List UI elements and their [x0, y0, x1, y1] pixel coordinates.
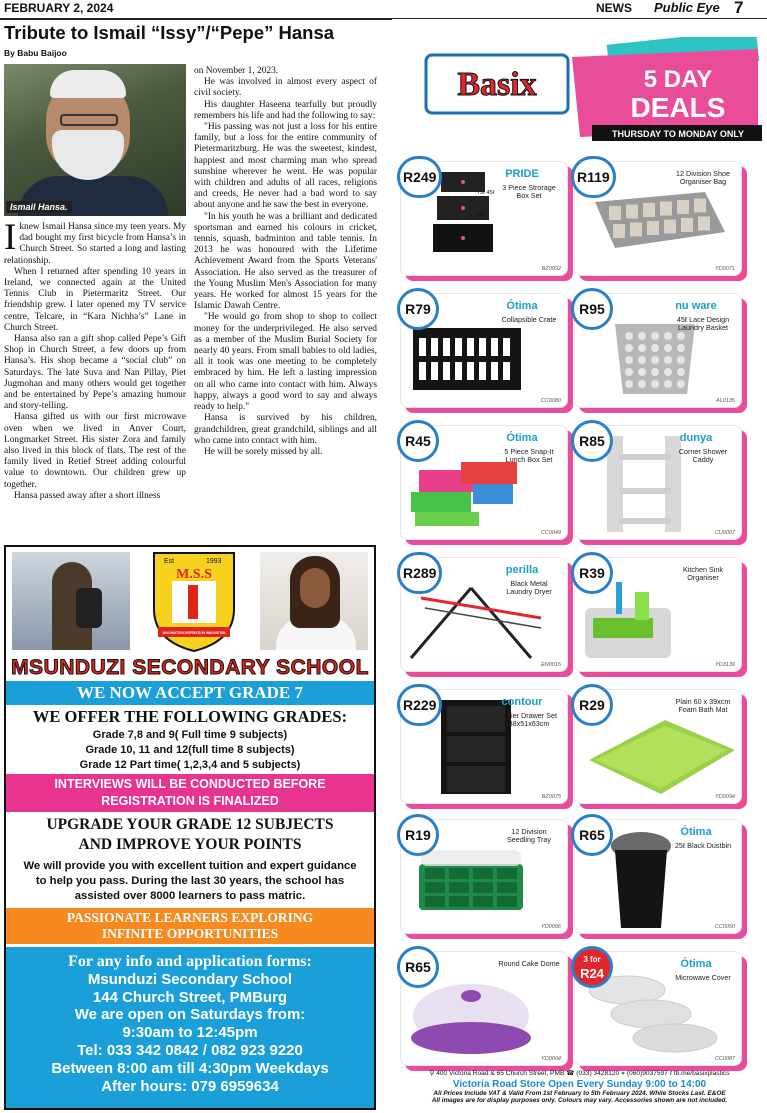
crest-year: 1993 — [206, 558, 222, 565]
paragraph: "In his youth he was a brilliant and dedicated sportsman and earned his colours in cricket, tennis, squash, badminton and table tennis. In 2013 he was honoured with the Lifetime Achievement Award from the Sports Veterans' Association. He also served as the treasurer of the Young Muslim Men's Association for many years. He worked for almost 15 years for the Islamic Dawah Centre. — [194, 211, 377, 312]
price-tag: R65 — [397, 946, 439, 988]
paragraph: "His passing was not just a loss for his entire family, but a loss for the entire community of Pietermaritzburg. He was the sweetest, kindest, happiest and most charming man who spread sunshine wherever he went. He was popular with children and adults of all races, religions and creeds, He never had a bad word to say about anyone and he saw the best in everyone. — [194, 122, 377, 211]
student-photo — [260, 552, 368, 650]
paragraph: on November 1, 2023. — [194, 66, 279, 76]
paragraph: "He would go from shop to shop to collect money for the underprivileged. He also served as a member of the Muslim Burial Society for nearly 40 years. From small babies to old ladies, all it took was one meeting to be completely embraced by him. He left a lasting impression on all who came into contact with him. Always happy, always a good word to say and always ready to help." — [194, 312, 377, 413]
crest-initials: M.S.S — [176, 567, 212, 582]
product-code: BZ0075 — [541, 794, 561, 800]
price-tag: R229 — [397, 684, 442, 726]
deals-banner — [392, 19, 767, 149]
product-description: 45ℓ Lace Design Laundry Basket — [676, 315, 730, 333]
price-tag: R45 — [397, 420, 439, 462]
page-header — [0, 0, 767, 20]
brand-logo: perilla — [505, 564, 539, 576]
school-advert — [4, 545, 376, 1110]
price-tag: R65 — [571, 814, 613, 856]
deal-line-2: DEALS — [630, 92, 726, 123]
product-card — [574, 689, 742, 804]
brand-logo: Ótima — [680, 826, 712, 838]
product-code: CC0080 — [540, 398, 561, 404]
crest-est: Est — [164, 558, 175, 565]
product-description: 12 Division Seedling Tray — [507, 827, 551, 845]
price-tag: R29 — [571, 684, 613, 726]
brand-logo: Ótima — [506, 432, 538, 444]
product-card — [400, 425, 568, 540]
paragraph: Hansa is survived by his children, grandchildren, great grandchild, siblings and all who came into contact with him. — [194, 413, 377, 446]
product-code: YD3139 — [715, 662, 735, 668]
contact-info: For any info and application forms: Msunduzi Secondary School 144 Church Street, PMBurg We are open on Saturdays from: 9:30am to 12:45pm Tel: 033 342 0842 / 082 923 9220 Between 8:00 am till 4:30pm Weekdays After hours: 079 6959634 — [6, 947, 374, 1110]
grade-item: Grade 10, 11 and 12(full time 8 subjects) — [85, 744, 295, 756]
student-photo — [12, 552, 130, 650]
product-code: CC0087 — [714, 1056, 735, 1062]
interview-banner: INTERVIEWS WILL BE CONDUCTED BEFORE REGISTRATION IS FINALIZED — [6, 774, 374, 812]
product-description: Corner Shower Caddy — [678, 447, 728, 465]
paragraph: His daughter Haseena tearfully but proudly remembers his life and had the following to say: — [194, 99, 377, 121]
accept-banner: WE NOW ACCEPT GRADE 7 — [6, 681, 374, 705]
terms-1: All Prices Include VAT & Valid From 1st February to 5th February 2024. While Stocks Last. E&OE — [433, 1090, 726, 1097]
school-name: MSUNDUZI SECONDARY SCHOOL — [11, 656, 369, 679]
basix-advert — [392, 19, 767, 1113]
article-column-1 — [4, 217, 186, 502]
product-card — [574, 425, 742, 540]
product-code: YD0094 — [715, 794, 735, 800]
terms-2: All images are for display purposes only. Colours may vary. Accessories shown are not included. — [431, 1097, 728, 1105]
article-column-2 — [194, 66, 377, 458]
product-code: CC0050 — [714, 924, 735, 930]
product-card — [400, 689, 568, 804]
brand-logo: PRIDE — [505, 168, 539, 180]
product-code: AL0135 — [716, 398, 735, 404]
whatsapp-icon: ● — [621, 1070, 625, 1077]
basix-logo — [422, 49, 572, 119]
price-tag: R79 — [397, 288, 439, 330]
product-code: YD0004 — [541, 1056, 561, 1062]
page-number: 7 — [734, 0, 744, 17]
product-card — [400, 951, 568, 1066]
product-card — [400, 293, 568, 408]
grade-item: Grade 7,8 and 9( Full time 9 subjects) — [92, 729, 288, 741]
size-labels: 75ℓ 45ℓ 65ℓ — [477, 190, 495, 218]
product-code: CC0049 — [540, 530, 561, 536]
photo-caption: Ismail Hansa. — [6, 201, 72, 213]
article-headline: Tribute to Ismail “Issy”/“Pepe” Hansa — [4, 22, 335, 43]
brand-logo: dunya — [679, 432, 713, 444]
five-day-deals-graphic — [562, 37, 762, 147]
product-description: Kitchen Sink Organiser — [683, 565, 723, 583]
product-description: Plain 60 x 39xcm Foam Bath Mat — [675, 697, 731, 715]
paragraph: When I returned after spending 10 years in Ireland, we connected again at the United Tennis Club in Pietermaritz Street. Our friendship grew. I later opened my TV service centre, Telcare, in “Kara Nichha’s” Lane in Church Street. — [4, 266, 186, 333]
offer-heading: WE OFFER THE FOLLOWING GRADES: — [32, 707, 348, 726]
tuition-text: We will provide you with excellent tuition and expert guidance to help you pass. During the last 30 years, the school has assisted over 8000 learners to pass matric. — [23, 860, 357, 902]
price-tag: R249 — [397, 156, 442, 198]
price-tag: R39 — [571, 552, 613, 594]
passion-banner: PASSIONATE LEARNERS EXPLORING INFINITE OPPORTUNITIES — [6, 908, 374, 944]
section-label: NEWS — [596, 1, 632, 15]
product-description: 5 Piece Snap-It Lunch Box Set — [504, 447, 554, 465]
price-tag: R119 — [571, 156, 616, 198]
facebook-icon: f — [669, 1070, 672, 1077]
product-card — [574, 557, 742, 672]
location-icon: ⚲ — [429, 1070, 435, 1077]
paragraph: Hansa passed away after a short illness — [14, 490, 161, 501]
grades-list — [6, 728, 374, 773]
product-card — [400, 557, 568, 672]
paragraph: He was involved in almost every aspect of civil society. — [194, 77, 377, 99]
brand-logo: Ótima — [680, 958, 712, 970]
price-tag: R19 — [397, 814, 439, 856]
price-tag: 3 for R24 — [571, 946, 613, 988]
product-card — [400, 819, 568, 934]
issue-date: FEBRUARY 2, 2024 — [4, 1, 114, 15]
paragraph: He will be sorely missed by all. — [204, 446, 323, 457]
product-card — [574, 293, 742, 408]
price-tag: R85 — [571, 420, 613, 462]
contact-line: ⚲ 400 Victoria Road & 65 Church Street, PMB ☎ (033) 3428120 ● (060)9037597 f fb.me/basixplastics — [429, 1070, 730, 1077]
product-description: 25ℓ Black Dustbin — [674, 841, 732, 850]
deal-days: THURSDAY TO MONDAY ONLY — [611, 129, 745, 139]
school-crest-icon — [148, 549, 240, 653]
brand-logo: nu ware — [675, 300, 717, 312]
paragraph: Hansa also ran a gift shop called Pepe’s Gift Shop in Church Street, a few doors up from Hansa’s. His shop became a “social club” on Saturdays. The late Suva and Nan Pillay, Piet Jugmohan and many others would get together and be entertained by Pepe’s amazing humour and story-telling. — [4, 334, 186, 412]
product-card — [574, 819, 742, 934]
article-byline: By Babu Baijoo — [4, 48, 67, 58]
portrait-photo — [4, 64, 186, 216]
brand-logo: Ótima — [506, 300, 538, 312]
deal-line-1: 5 DAY — [643, 66, 713, 93]
phone-icon: ☎ — [566, 1070, 575, 1077]
product-code: BZ0092 — [541, 266, 561, 272]
product-description: Black Metal Laundry Dryer — [506, 579, 552, 597]
product-card — [574, 951, 742, 1066]
paragraph: Hansa gifted us with our first microwave oven when we lived in Anver Court, Longmarket Street. His sister Zora and family also lived in this block of flats. The rest of the family lived in Retief Street adding colourful value to downtown. Our children grew up together. — [4, 412, 186, 490]
price-tag: R289 — [397, 552, 442, 594]
basix-footer — [392, 1069, 767, 1105]
upgrade-heading: UPGRADE YOUR GRADE 12 SUBJECTS AND IMPROVE YOUR POINTS — [46, 816, 334, 853]
product-description: Round Cake Dome — [498, 959, 560, 968]
drop-cap: I — [4, 217, 17, 258]
product-code: EN0015 — [541, 662, 561, 668]
product-description: Microwave Cover — [675, 973, 731, 982]
brand-logo: contour — [501, 696, 543, 708]
product-code: YD0096 — [541, 924, 561, 930]
product-description: 3 Tier Drawer Set 38x51x63cm — [501, 711, 557, 729]
store-hours: Victoria Road Store Open Every Sunday 9:00 to 14:00 — [452, 1079, 707, 1090]
price-tag: R95 — [571, 288, 613, 330]
svg-text:Basix: Basix — [457, 66, 537, 103]
publication-name: Public Eye — [654, 0, 720, 15]
product-description: 12 Division Shoe Organiser Bag — [676, 169, 730, 187]
product-description: 3 Piece Strorage Box Set — [502, 183, 556, 201]
product-code: CU0007 — [714, 530, 735, 536]
grade-item: Grade 12 Part time( 1,2,3,4 and 5 subjects) — [79, 759, 301, 771]
product-card — [400, 161, 568, 276]
product-card — [574, 161, 742, 276]
product-code: YD0071 — [715, 266, 735, 272]
paragraph: knew Ismail Hansa since my teen years. My dad bought my first bicycle from Hansa’s in Church Street. So started a long and lasting relationship. — [4, 222, 186, 266]
crest-motto: IMAGINATION INSPIRATION INNOVATION — [162, 631, 226, 635]
product-description: Collapsible Crate — [501, 315, 557, 324]
